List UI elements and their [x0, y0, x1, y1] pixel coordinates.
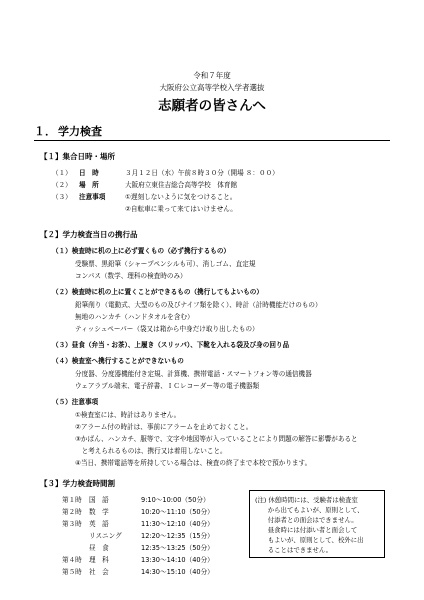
- part2-group1-line: コンパス（数学、理科の検査時のみ）: [75, 272, 187, 280]
- part2-group5-line: ①検査室には、時計はありません。: [75, 411, 181, 419]
- section-heading: [34, 123, 102, 139]
- part2-heading: 【２】学力検査当日の携行品: [40, 230, 138, 239]
- note-line: (注) 休憩時間には、受験者は検査室: [255, 496, 358, 504]
- section-number: １．: [34, 125, 56, 138]
- part1-row: （２） 場 所 大阪府立東住吉総合高等学校 体育館: [52, 181, 238, 189]
- part2-group5-line: ④当日、携帯電話等を所持している場合は、検査の終了まで本校で預かります。: [75, 459, 312, 467]
- part1-note: ②自転車に乗って来てはいけません。: [125, 205, 237, 213]
- page-title: 志願者の皆さんへ: [158, 98, 266, 114]
- year-line: 令和７年度: [193, 71, 231, 80]
- timetable-row: 第３時 英 語 11:30〜12:10（40分）: [62, 520, 214, 528]
- note-line: から出てもよいが、原則として、: [255, 506, 364, 514]
- section-divider: [34, 140, 390, 141]
- part2-group5-line: ②アラーム付の時計は、事前にアラームを止めておくこと。: [75, 423, 253, 431]
- part2-group4-title: （４）検査室へ携行することができないもの: [52, 357, 184, 365]
- part2-group3-title: （３）昼食（弁当・お茶）、上履き（スリッパ）、下靴を入れる袋及び身の回り品: [52, 341, 290, 349]
- note-box: [249, 490, 385, 558]
- timetable-row: 第４時 理 科 13:30〜14:10（40分）: [62, 556, 214, 564]
- part2-group5-title: （５）注意事項: [52, 398, 99, 406]
- timetable-row: リスニング 12:20〜12:35（15分）: [89, 532, 214, 540]
- timetable-row: 昼 食 12:35〜13:25（50分）: [89, 544, 214, 552]
- part2-group4-line: 分度器、分度器機能付き定規、計算機、携帯電話・スマートフォン等の通信機器: [75, 370, 312, 378]
- timetable-row: 第２時 数 学 10:20〜11:10（50分）: [62, 508, 214, 516]
- part2-group2-line: 無地のハンカチ（ハンドタオルを含む）: [75, 313, 194, 321]
- part2-group2-line: ティッシュペーパー（袋又は箱から中身だけ取り出したもの）: [75, 325, 259, 333]
- part2-group1-title: （１）検査時に机の上に必ず置くもの（必ず携行するもの）: [52, 247, 231, 255]
- part3-heading: 【３】学力検査時間割: [40, 479, 115, 488]
- timetable-row: 第１時 国 語 9:10〜10:00（50分）: [62, 496, 210, 504]
- part2-group2-line: 鉛筆削り（電動式、大型のもの及びナイフ類を除く）、時計（計時機能だけのもの）: [75, 301, 322, 309]
- note-line: 付添者との面会はできません。: [255, 516, 358, 524]
- section-title: 学力検査: [58, 125, 102, 138]
- note-line: 昼食時には付添い者と面会して: [255, 526, 358, 534]
- part2-group2-title: （２）検査時に机の上に置くことができるもの（携行してもよいもの）: [52, 288, 263, 296]
- part2-group1-line: 受験票、黒鉛筆（シャープペンシルも可）、消しゴム、直定規: [75, 260, 256, 268]
- timetable-row: 第５時 社 会 14:30〜15:10（40分）: [62, 568, 214, 576]
- part1-heading: 【１】集合日時・場所: [40, 152, 115, 161]
- org-line: 大阪府公立高等学校入学者選抜: [159, 83, 265, 92]
- part2-group4-line: ウェアラブル端末、電子辞書、ＩＣレコーダー等の電子機器類: [75, 382, 260, 390]
- part2-group5-line: と考えられるものは、携行又は着用しないこと。: [75, 447, 227, 455]
- note-line: ることはできません。: [255, 546, 333, 554]
- part1-row: （１） 日 時 ３月１２日（水）午前８時３０分（開場 ８：００）: [52, 169, 279, 177]
- part2-group5-line: ③かばん、ハンカチ、服等で、文字や地図等が入っていることにより問題の解答に影響があると: [75, 435, 358, 443]
- note-line: もよいが、原則として、校外に出: [255, 536, 364, 544]
- part1-row: （３） 注意事項 ①遅刻しないように気をつけること。: [52, 193, 237, 201]
